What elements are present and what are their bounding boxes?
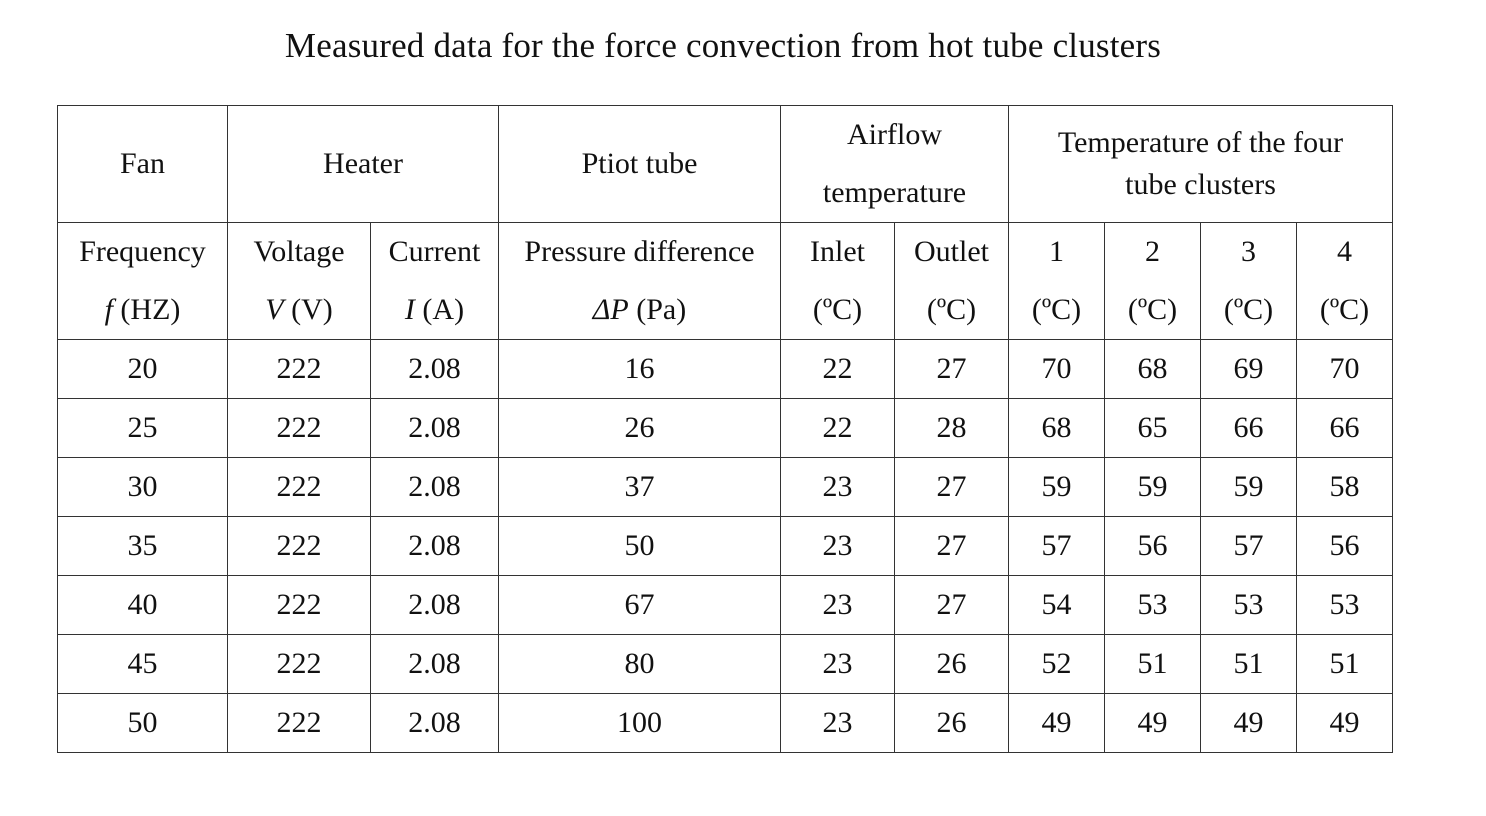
table-cell: 222 [228,399,371,458]
table-cell: 222 [228,694,371,753]
table-cell: 69 [1201,340,1297,399]
column-header [228,223,371,340]
column-header-row [58,223,1393,340]
table-cell: 49 [1201,694,1297,753]
column-symbol: V [265,293,284,326]
table-row [58,576,1393,635]
table-cell: 70 [1297,340,1393,399]
column-name: Pressure difference [524,235,755,268]
column-header [1201,223,1297,340]
table-cell: 50 [499,517,781,576]
table-cell: 23 [781,517,895,576]
column-symbol: I [404,293,415,326]
table-cell: 51 [1201,635,1297,694]
table-cell: 37 [499,458,781,517]
temps-label-line2: tube clusters [1125,168,1276,201]
table-cell: 28 [895,399,1009,458]
table-cell: 50 [58,694,228,753]
table-cell: 45 [58,635,228,694]
table-cell: 2.08 [371,340,499,399]
table-cell: 26 [895,694,1009,753]
table-cell: 222 [228,458,371,517]
table-cell: 25 [58,399,228,458]
table-cell: 26 [895,635,1009,694]
group-tube-temperatures [1009,106,1393,223]
column-header [1009,223,1105,340]
column-name: 4 [1337,235,1352,268]
table-cell: 27 [895,517,1009,576]
table-cell: 68 [1009,399,1105,458]
column-header [371,223,499,340]
table-cell: 68 [1105,340,1201,399]
table-cell: 35 [58,517,228,576]
table-cell: 20 [58,340,228,399]
table-cell: 2.08 [371,458,499,517]
column-unit: V (V) [265,293,333,326]
column-header [781,223,895,340]
column-header [1297,223,1393,340]
table-cell: 59 [1201,458,1297,517]
table-cell: 65 [1105,399,1201,458]
table-cell: 26 [499,399,781,458]
table-cell: 22 [781,340,895,399]
column-symbol: ΔP [592,293,629,326]
column-name: 1 [1049,235,1064,268]
table-cell: 80 [499,635,781,694]
group-fan: Fan [58,106,228,223]
group-airflow-temperature [781,106,1009,223]
table-cell: 56 [1105,517,1201,576]
column-symbol: f [104,293,113,326]
table-row [58,340,1393,399]
airflow-label-line1: Airflow [847,118,942,151]
column-unit: ΔP (Pa) [592,293,687,326]
table-cell: 23 [781,576,895,635]
column-unit: (ºC) [812,293,863,326]
table-cell: 59 [1105,458,1201,517]
table-cell: 2.08 [371,517,499,576]
table-cell: 57 [1009,517,1105,576]
column-unit: (ºC) [1319,293,1370,326]
table-cell: 57 [1201,517,1297,576]
group-pitot-tube: Ptiot tube [499,106,781,223]
table-cell: 2.08 [371,399,499,458]
column-unit: (ºC) [1031,293,1082,326]
table-row [58,635,1393,694]
table-cell: 49 [1297,694,1393,753]
column-header [1105,223,1201,340]
table-title: Measured data for the force convection from hot tube clusters [284,26,1162,65]
table-cell: 2.08 [371,694,499,753]
table-cell: 23 [781,458,895,517]
table-row [58,458,1393,517]
table-cell: 30 [58,458,228,517]
table-cell: 51 [1297,635,1393,694]
table-cell: 53 [1105,576,1201,635]
table-cell: 52 [1009,635,1105,694]
column-unit: (ºC) [1127,293,1178,326]
table-cell: 40 [58,576,228,635]
table-cell: 23 [781,635,895,694]
table-cell: 58 [1297,458,1393,517]
column-name: Current [388,235,481,268]
column-unit: f (HZ) [104,293,181,326]
table-cell: 49 [1105,694,1201,753]
table-cell: 222 [228,576,371,635]
table-cell: 59 [1009,458,1105,517]
column-name: Frequency [79,235,206,268]
table-cell: 22 [781,399,895,458]
group-header-row [58,106,1393,223]
table-cell: 66 [1297,399,1393,458]
column-name: Outlet [914,235,989,268]
column-header [895,223,1009,340]
table-cell: 23 [781,694,895,753]
table-cell: 27 [895,458,1009,517]
table-cell: 70 [1009,340,1105,399]
table-cell: 54 [1009,576,1105,635]
table-cell: 16 [499,340,781,399]
table-cell: 49 [1009,694,1105,753]
column-header [58,223,228,340]
column-name: 3 [1241,235,1256,268]
table-row [58,694,1393,753]
table-cell: 53 [1297,576,1393,635]
measurement-table [57,105,1393,753]
table-row [58,399,1393,458]
group-heater: Heater [228,106,499,223]
table-cell: 66 [1201,399,1297,458]
column-unit: (ºC) [926,293,977,326]
table-cell: 56 [1297,517,1393,576]
table-cell: 27 [895,340,1009,399]
airflow-label-line2: temperature [822,176,967,209]
table-cell: 51 [1105,635,1201,694]
table-cell: 2.08 [371,576,499,635]
table-cell: 100 [499,694,781,753]
column-unit: I (A) [404,293,465,326]
column-name: 2 [1145,235,1160,268]
column-name: Voltage [253,235,345,268]
table-cell: 53 [1201,576,1297,635]
table-cell: 27 [895,576,1009,635]
table-cell: 222 [228,635,371,694]
table-row [58,517,1393,576]
temps-label-line1: Temperature of the four [1057,126,1344,159]
column-header [499,223,781,340]
column-unit: (ºC) [1223,293,1274,326]
table-cell: 67 [499,576,781,635]
table-cell: 2.08 [371,635,499,694]
table-cell: 222 [228,340,371,399]
table-cell: 222 [228,517,371,576]
column-name: Inlet [810,235,865,268]
